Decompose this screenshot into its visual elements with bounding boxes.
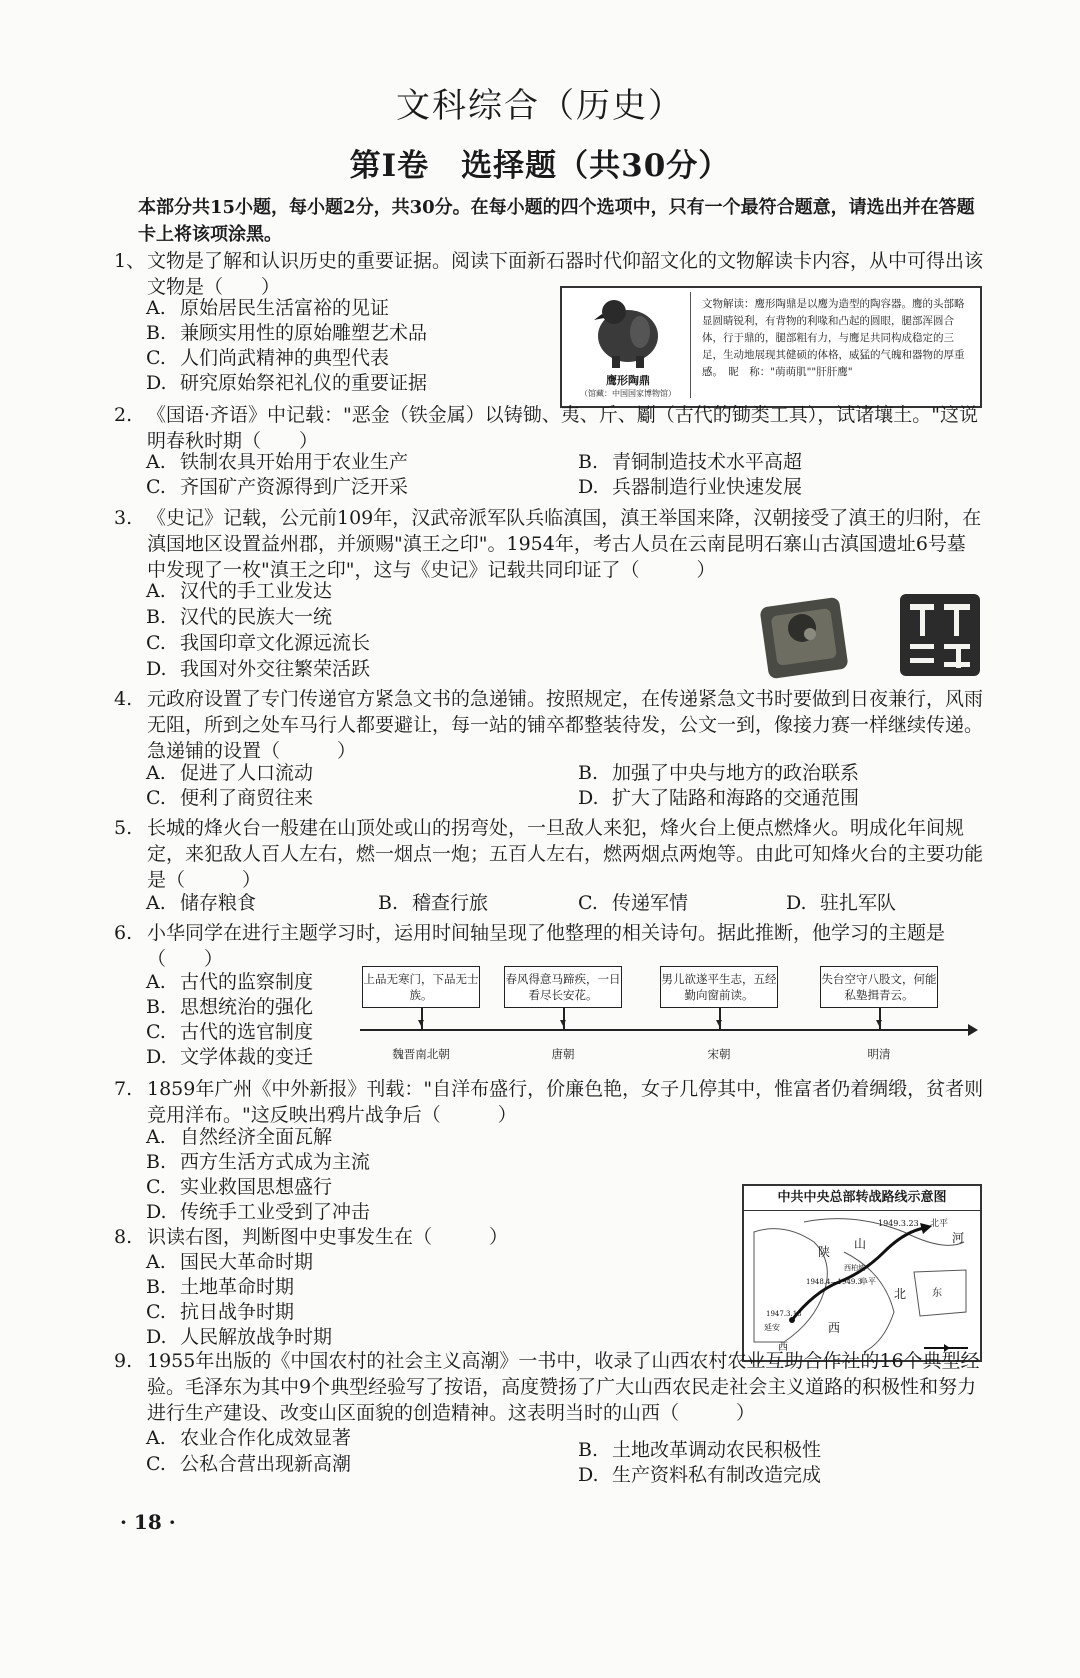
svg-text:河: 河 xyxy=(952,1231,965,1245)
option-c: C. 抗日战争时期 xyxy=(146,1301,295,1323)
option-d: D. 兵器制造行业快速发展 xyxy=(578,476,803,498)
seal-photo xyxy=(760,597,849,679)
option-b: B. 汉代的民族大一统 xyxy=(146,606,333,628)
question-number: 6. xyxy=(114,922,133,944)
option-d: D. 我国对外交往繁荣活跃 xyxy=(146,658,371,680)
question-number: 9. xyxy=(114,1350,133,1372)
question-stem: 1859年广州《中外新报》刊载："自洋布盛行，价廉色艳，女子几停其中，惟富者仍着绸缎，贫者则竞用洋布。"这反映出鸦片战争后（ ） xyxy=(147,1078,984,1126)
dian-seal-image xyxy=(760,588,986,684)
exam-title: 文科综合（历史） xyxy=(396,86,684,126)
question-stem: 长城的烽火台一般建在山顶处或山的拐弯处，一旦敌人来犯，烽火台上便点燃烽火。明成化年间规定，来犯敌人百人左右，燃一烟点一炮；五百人左右，燃两烟点两炮等。由此可知烽火台的主要功能是（ ） xyxy=(147,817,984,891)
eagle-vessel-icon xyxy=(566,292,690,372)
question-number: 8. xyxy=(114,1226,133,1248)
option-a: A. 促进了人口流动 xyxy=(146,762,314,784)
map-title: 中共中央总部转战路线示意图 xyxy=(744,1186,980,1211)
option-c: C. 便利了商贸往来 xyxy=(146,787,314,809)
question-3 xyxy=(114,505,984,583)
option-b: B. 青铜制造技术水平高超 xyxy=(578,451,803,473)
option-a: A. 储存粮食 xyxy=(146,892,257,914)
timeline-poem-3: 男儿欲遂平生志，五经勤向窗前读。 xyxy=(660,966,778,1008)
option-d: D. 研究原始祭祀礼仪的重要证据 xyxy=(146,372,428,394)
question-number: 2. xyxy=(114,404,133,426)
question-stem: 小华同学在进行主题学习时，运用时间轴呈现了他整理的相关诗句。据此推断，他学习的主题是（ ） xyxy=(147,922,946,970)
option-d: D. 传统手工业受到了冲击 xyxy=(146,1201,371,1223)
option-b: B. 西方生活方式成为主流 xyxy=(146,1151,371,1173)
option-a: A. 自然经济全面瓦解 xyxy=(146,1126,333,1148)
option-c: C. 公私合营出现新高潮 xyxy=(146,1453,352,1475)
option-b: B. 兼顾实用性的原始雕塑艺术品 xyxy=(146,322,428,344)
question-stem: 元政府设置了专门传递官方紧急文书的急递铺。按照规定，在传递紧急文书时要做到日夜兼行，风雨无阻，所到之处车马行人都要避让，每一站的铺卒都整装待发，公文一到，像接力赛一样继续传递。急递铺的设置（ ） xyxy=(147,688,984,762)
artifact-caption: 鹰形陶鼎 xyxy=(606,374,650,387)
option-d: D. 扩大了陆路和海路的交通范围 xyxy=(578,787,860,809)
svg-text:1949.3.23: 1949.3.23 xyxy=(878,1219,919,1228)
svg-text:阜平: 阜平 xyxy=(860,1277,876,1286)
option-a: A. 农业合作化成效显著 xyxy=(146,1427,352,1449)
question-number: 1、 xyxy=(114,250,146,272)
option-a: A. 原始居民生活富裕的见证 xyxy=(146,297,390,319)
option-a: A. 国民大革命时期 xyxy=(146,1251,314,1273)
svg-text:北平: 北平 xyxy=(930,1219,949,1229)
timeline-poem-2: 春风得意马蹄疾，一日看尽长安花。 xyxy=(504,966,622,1008)
svg-text:东: 东 xyxy=(932,1288,942,1299)
question-number: 3. xyxy=(114,507,133,529)
option-b: B. 土地革命时期 xyxy=(146,1276,295,1298)
timeline-period-4: 明清 xyxy=(867,1047,891,1061)
option-b: B. 土地改革调动农民积极性 xyxy=(578,1439,822,1461)
svg-text:山: 山 xyxy=(854,1237,867,1251)
option-c: C. 我国印章文化源远流长 xyxy=(146,632,371,654)
question-6 xyxy=(114,920,984,972)
section-title: 第I卷 选择题（共30分） xyxy=(349,148,731,184)
option-b: B. 思想统治的强化 xyxy=(146,996,314,1018)
option-d: D. 文学体裁的变迁 xyxy=(146,1046,314,1068)
svg-text:西: 西 xyxy=(828,1321,841,1335)
svg-text:1948.4—1949.3: 1948.4—1949.3 xyxy=(806,1278,862,1286)
timeline-poem-1: 上品无寒门，下品无士族。 xyxy=(362,966,480,1008)
svg-text:北: 北 xyxy=(894,1287,907,1301)
option-a: A. 古代的监察制度 xyxy=(146,971,314,993)
option-b: B. 稽查行旅 xyxy=(378,892,489,914)
option-b: B. 加强了中央与地方的政治联系 xyxy=(578,762,860,784)
question-stem: 识读右图，判断图中史事发生在（ ） xyxy=(147,1226,509,1248)
option-d: D. 人民解放战争时期 xyxy=(146,1326,333,1348)
question-2 xyxy=(114,402,984,454)
question-number: 5. xyxy=(114,817,133,839)
question-5 xyxy=(114,815,984,893)
svg-text:1947.3.18: 1947.3.18 xyxy=(766,1310,802,1318)
artifact-source: （馆藏：中国国家博物馆） xyxy=(580,389,676,398)
question-stem: 1955年出版的《中国农村的社会主义高潮》一书中，收录了山西农村农业互助合作社的16个典型经验。毛泽东为其中9个典型经验写了按语，高度赞扬了广大山西农民走社会主义道路的积极性和努力进行生产建设、改变山区面貌的创造精神。这表明当时的山西（ ） xyxy=(147,1350,980,1424)
page-number: · 18 · xyxy=(120,1510,176,1534)
option-c: C. 齐国矿产资源得到广泛开采 xyxy=(146,476,409,498)
timeline-axis xyxy=(360,1020,980,1040)
timeline-period-1: 魏晋南北朝 xyxy=(392,1047,450,1061)
route-map xyxy=(742,1184,982,1362)
timeline-poem-4: 失台空守八股文，何能私塾揖青云。 xyxy=(820,966,938,1008)
question-number: 7. xyxy=(114,1078,133,1100)
timeline-period-2: 唐朝 xyxy=(551,1047,575,1061)
question-stem: 文物是了解和认识历史的重要证据。阅读下面新石器时代仰韶文化的文物解读卡内容，从中可得出该文物是（ ） xyxy=(147,250,984,298)
option-d: D. 生产资料私有制改造完成 xyxy=(578,1464,822,1486)
timeline-period-3: 宋朝 xyxy=(707,1047,731,1061)
svg-text:延安: 延安 xyxy=(764,1323,780,1332)
question-stem: 《国语·齐语》中记载："恶金（铁金属）以铸锄、夷、斤、劚（古代的锄类工具），试诸壤土。"这说明春秋时期（ ） xyxy=(147,404,979,452)
option-c: C. 古代的选官制度 xyxy=(146,1021,314,1043)
svg-text:陕: 陕 xyxy=(818,1245,831,1259)
question-9 xyxy=(114,1348,984,1426)
artifact-description: 文物解读：鹰形陶鼎是以鹰为造型的陶容器。鹰的头部略显圆睛锐利，有背物的利喙和凸起的圆眼，腿部浑圆合体，行于鼎的，腿部粗有力，与鹰足共同构成稳定的三足，生动地展现其健硕的体格，威猛的气魄和器物的厚重感。 昵 称："萌萌肌""肝肝鹰" xyxy=(702,298,965,378)
artifact-image xyxy=(566,292,691,398)
svg-text:西: 西 xyxy=(778,1342,788,1353)
option-c: C. 人们尚武精神的典型代表 xyxy=(146,347,390,369)
seal-imprint xyxy=(900,594,980,676)
option-d: D. 驻扎军队 xyxy=(786,892,897,914)
map-drawing xyxy=(744,1212,976,1356)
option-c: C. 传递军情 xyxy=(578,892,689,914)
question-4 xyxy=(114,686,984,764)
option-a: A. 汉代的手工业发达 xyxy=(146,580,333,602)
artifact-card xyxy=(560,286,982,408)
option-c: C. 实业救国思想盛行 xyxy=(146,1176,333,1198)
option-a: A. 铁制农具开始用于农业生产 xyxy=(146,451,409,473)
instructions: 本部分共15小题，每小题2分，共30分。在每小题的四个选项中，只有一个最符合题意，请选出并在答题卡上将该项涂黑。 xyxy=(138,197,975,245)
question-7 xyxy=(114,1076,984,1128)
question-stem: 《史记》记载，公元前109年，汉武帝派军队兵临滇国，滇王举国来降，汉朝接受了滇王的归附，在滇国地区设置益州郡，并颁赐"滇王之印"。1954年，考古人员在云南昆明石寨山古滇国遗址6号墓中发现了一枚"滇王之印"，这与《史记》记载共同印证了（ ） xyxy=(147,507,982,581)
question-number: 4. xyxy=(114,688,133,710)
svg-text:西柏坡: 西柏坡 xyxy=(844,1264,865,1272)
